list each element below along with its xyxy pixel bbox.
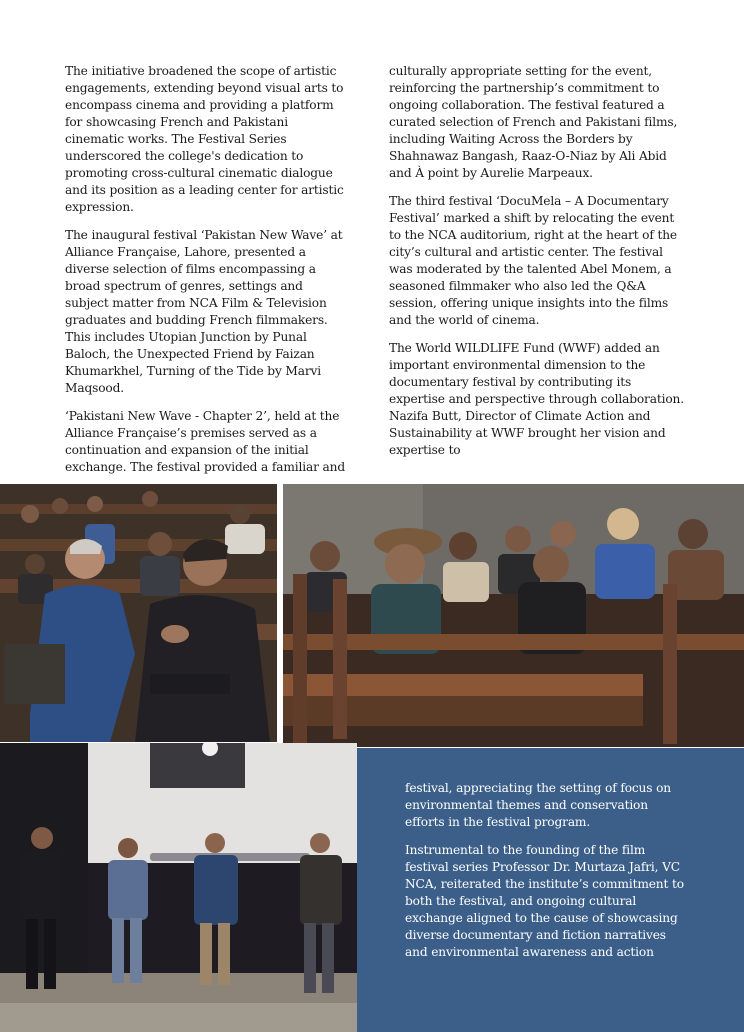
article-paragraph: ‘Pakistani New Wave - Chapter 2’, held at the Alliance Française’s premises served as a continuation and expansion of the initial exchange. The festival provided a familiar and bbox=[65, 409, 345, 474]
article-paragraph: culturally appropriate setting for the event, reinforcing the partnership’s commitment to ongoing collaboration. The festival featured a curated selection of French and Pakistani films, including Waiting Across the Borders by Shahnawaz Bangash, Raaz-O-Niaz by Ali Abid and À point by Aurelie Marpeaux. bbox=[389, 64, 678, 180]
article-left-column bbox=[65, 63, 347, 487]
photo-audience-guests bbox=[0, 484, 277, 742]
article-paragraph: The inaugural festival ‘Pakistan New Wave’ at Alliance Française, Lahore, presented a diverse selection of films encompassing a broad spectrum of genres, settings and subject matter from NCA Film & Television graduates and budding French filmmakers. This includes Utopian Junction by Punal Baloch, the Unexpected Friend by Faizan Khumarkhel, Turning of the Tide by Marvi Maqsood. bbox=[65, 228, 343, 395]
highlight-paragraph: Instrumental to the founding of the film festival series Professor Dr. Murtaza Jafri, VC NCA, reiterated the institute’s commitment to both the festival, and ongoing cultural exchange aligned to the cause of showcasing diverse documentary and fiction narratives and environmental awareness and action bbox=[405, 843, 684, 959]
highlight-box-text bbox=[405, 780, 690, 972]
article-paragraph: The World WILDLIFE Fund (WWF) added an important environmental dimension to the documentary festival by contributing its expertise and perspective through collaboration. Nazifa Butt, Director of Climate Action and Sustainability at WWF brought her vision and expertise to bbox=[389, 341, 684, 457]
photo-speakers-stage bbox=[0, 743, 357, 1032]
article-paragraph: The third festival ‘DocuMela – A Documentary Festival’ marked a shift by relocating the event to the NCA auditorium, right at the heart of the city’s cultural and artistic center. The festival was moderated by the talented Abel Monem, a seasoned filmmaker who also led the Q&A session, offering unique insights into the films and the world of cinema. bbox=[389, 194, 677, 327]
photo-audience-benches bbox=[283, 484, 744, 747]
article-right-column bbox=[389, 63, 689, 470]
article-paragraph: The initiative broadened the scope of artistic engagements, extending beyond visual arts to encompass cinema and providing a platform for showcasing French and Pakistani cinematic works. The Festival Series underscored the college's dedication to promoting cross-cultural cinematic dialogue and its position as a leading center for artistic expression. bbox=[65, 64, 344, 214]
highlight-paragraph: festival, appreciating the setting of focus on environmental themes and conservation efforts in the festival program. bbox=[405, 781, 671, 829]
